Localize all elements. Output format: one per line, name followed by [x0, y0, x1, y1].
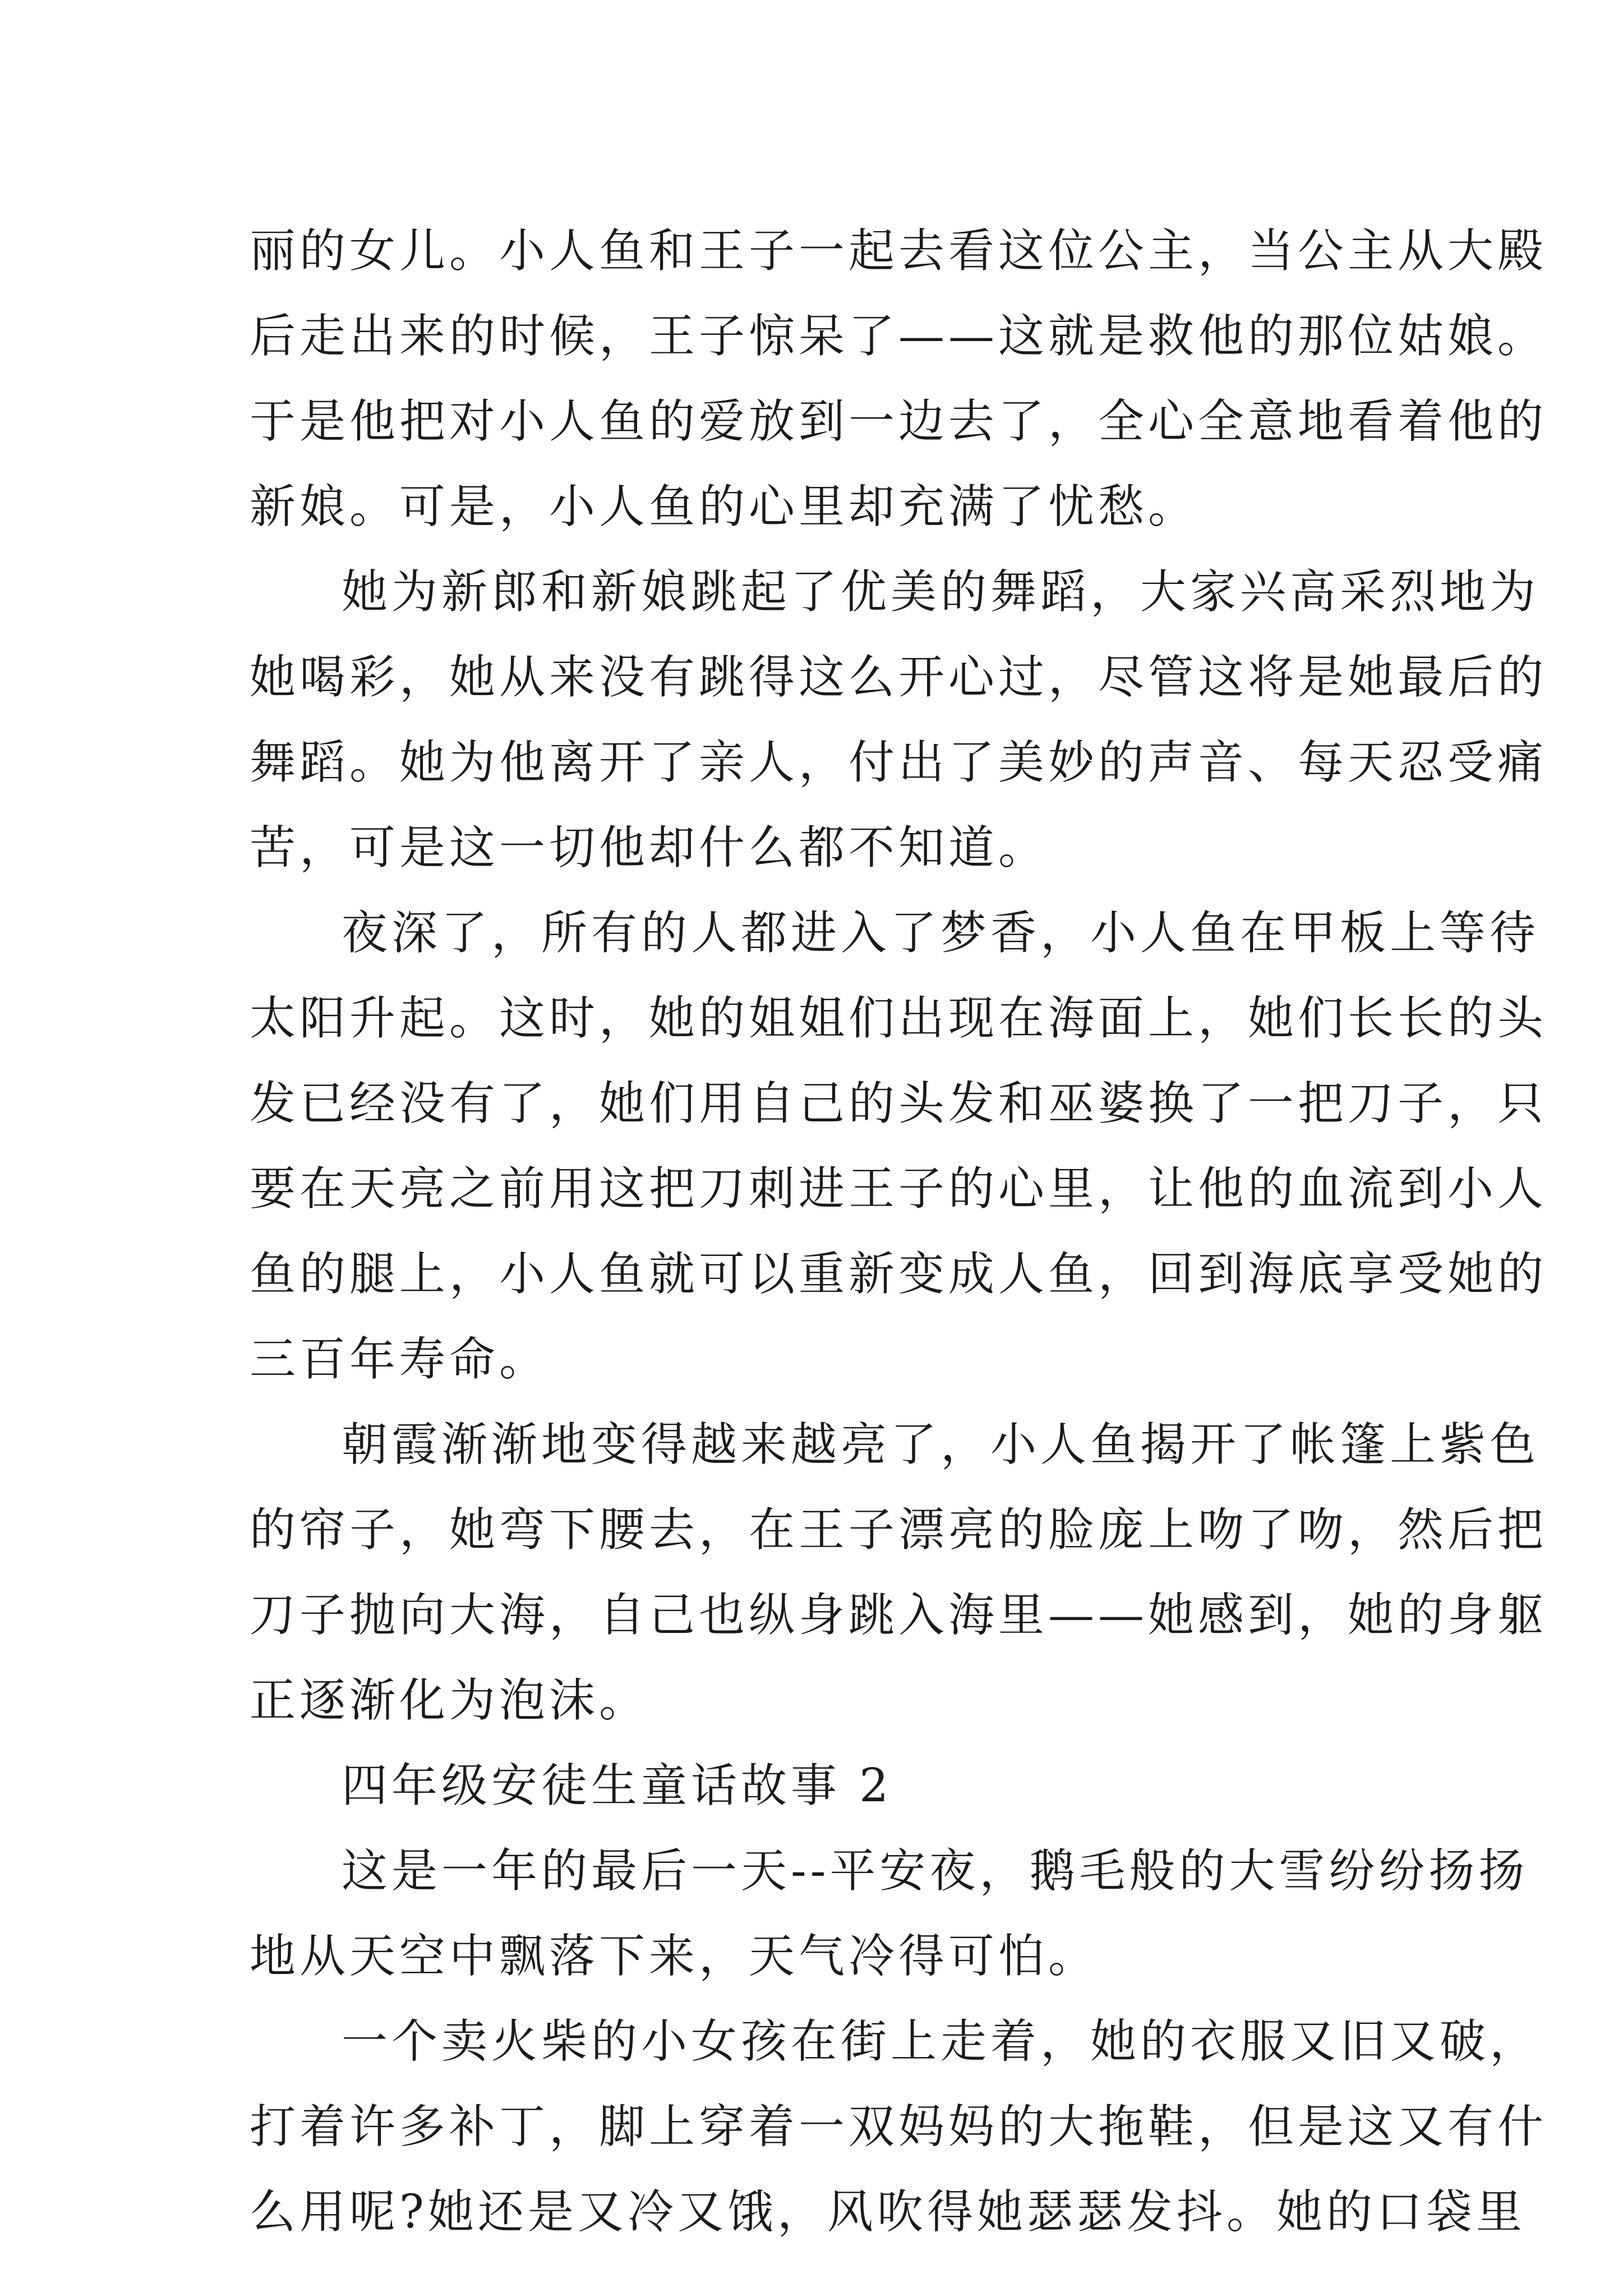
text-line: 这是一年的最后一天--平安夜，鹅毛般的大雪纷纷扬扬	[342, 1844, 1529, 1898]
text-line: 后走出来的时候，王子惊呆了——这就是救他的那位姑娘。	[250, 310, 1548, 363]
text-line: 刀子抛向大海，自己也纵身跳入海里——她感到，她的身躯	[250, 1589, 1548, 1642]
text-line: 太阳升起。这时，她的姐姐们出现在海面上，她们长长的头	[250, 992, 1548, 1045]
body-text	[250, 209, 1548, 2255]
text-line: 舞蹈。她为他离开了亲人，付出了美妙的声音、每天忍受痛	[250, 736, 1548, 789]
text-line: 她喝彩，她从来没有跳得这么开心过，尽管这将是她最后的	[250, 651, 1548, 704]
section-heading: 四年级安徒生童话故事 2	[342, 1759, 893, 1812]
text-line: 三百年寿命。	[250, 1333, 550, 1386]
text-line: 她为新郎和新娘跳起了优美的舞蹈，大家兴高采烈地为	[342, 565, 1540, 619]
text-line: 要在天亮之前用这把刀刺进王子的心里，让他的血流到小人	[250, 1162, 1548, 1216]
text-line: 发已经没有了，她们用自己的头发和巫婆换了一把刀子，只	[250, 1077, 1548, 1130]
text-line: 鱼的腿上，小人鱼就可以重新变成人鱼，回到海底享受她的	[250, 1248, 1548, 1301]
text-line: 夜深了，所有的人都进入了梦香，小人鱼在甲板上等待	[342, 907, 1540, 960]
text-line: 朝霞渐渐地变得越来越亮了，小人鱼揭开了帐篷上紫色	[342, 1418, 1540, 1471]
text-line: 的帘子，她弯下腰去，在王子漂亮的脸庞上吻了吻，然后把	[250, 1503, 1548, 1557]
text-line: 么用呢?她还是又冷又饿，风吹得她瑟瑟发抖。她的口袋里	[250, 2185, 1526, 2239]
text-line: 于是他把对小人鱼的爱放到一边去了，全心全意地看着他的	[250, 395, 1548, 448]
text-line: 丽的女儿。小人鱼和王子一起去看这位公主，当公主从大殿	[250, 224, 1548, 278]
text-line: 一个卖火柴的小女孩在街上走着，她的衣服又旧又破，	[342, 2015, 1540, 2068]
text-line: 地从天空中飘落下来，天气冷得可怕。	[250, 1930, 1099, 1983]
text-line: 新娘。可是，小人鱼的心里却充满了忧愁。	[250, 480, 1198, 533]
text-line: 苦，可是这一切他却什么都不知道。	[250, 821, 1049, 875]
text-line: 正逐渐化为泡沫。	[250, 1674, 649, 1727]
text-line: 打着许多补丁，脚上穿着一双妈妈的大拖鞋，但是这又有什	[250, 2100, 1548, 2154]
